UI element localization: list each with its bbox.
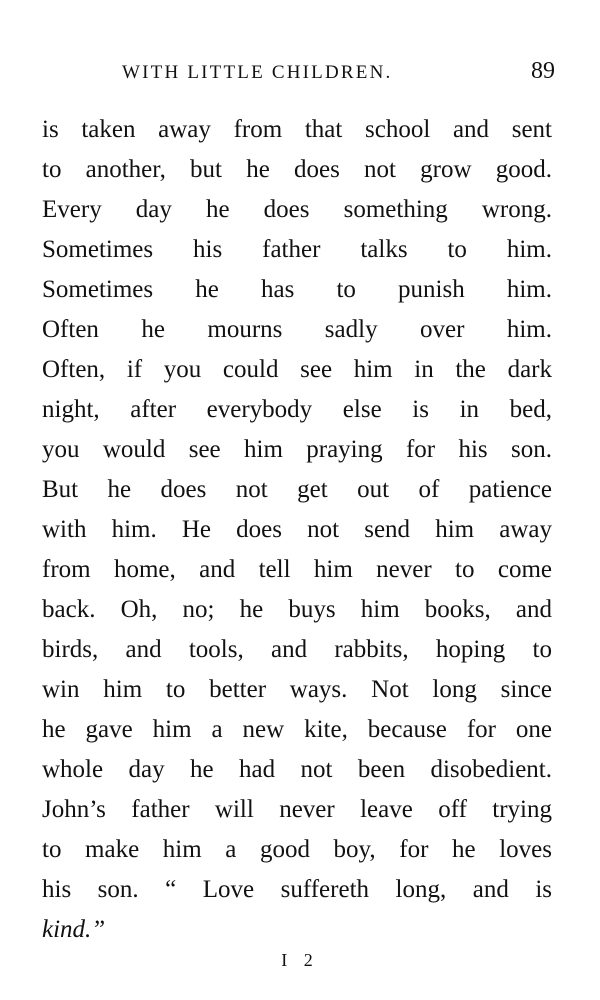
text-line: Often, if you could see him in the dark: [42, 356, 552, 383]
text-line: is taken away from that school and sent: [42, 116, 552, 143]
text-line: But he does not get out of patience: [42, 476, 552, 503]
text-line: night, after everybody else is in bed,: [42, 396, 552, 423]
text-line: Every day he does something wrong.: [42, 196, 552, 223]
text-line: Sometimes he has to punish him.: [42, 276, 552, 303]
text-line: whole day he had not been disobedient.: [42, 756, 552, 783]
text-line: with him. He does not send him away: [42, 516, 552, 543]
text-line: to make him a good boy, for he loves: [42, 836, 552, 863]
text-line: to another, but he does not grow good.: [42, 156, 552, 183]
quote-end: kind.”: [42, 916, 106, 943]
text-line: he gave him a new kite, because for one: [42, 716, 552, 743]
signature-mark: I 2: [281, 950, 319, 970]
text-line: Often he mourns sadly over him.: [42, 316, 552, 343]
text-line: Sometimes his father talks to him.: [42, 236, 552, 263]
text-line: his son. “ Love suffereth long, and is: [42, 876, 552, 903]
text-line: you would see him praying for his son.: [42, 436, 552, 463]
running-head-title: WITH LITTLE CHILDREN.: [122, 62, 393, 83]
text-line: back. Oh, no; he buys him books, and: [42, 596, 552, 623]
page-number: 89: [531, 58, 555, 84]
text-line: win him to better ways. Not long since: [42, 676, 552, 703]
running-head: [0, 56, 600, 96]
text-line-last: [42, 915, 552, 945]
text-line: birds, and tools, and rabbits, hoping to: [42, 636, 552, 663]
text-line: from home, and tell him never to come: [42, 556, 552, 583]
text-line: John’s father will never leave off trying: [42, 796, 552, 823]
